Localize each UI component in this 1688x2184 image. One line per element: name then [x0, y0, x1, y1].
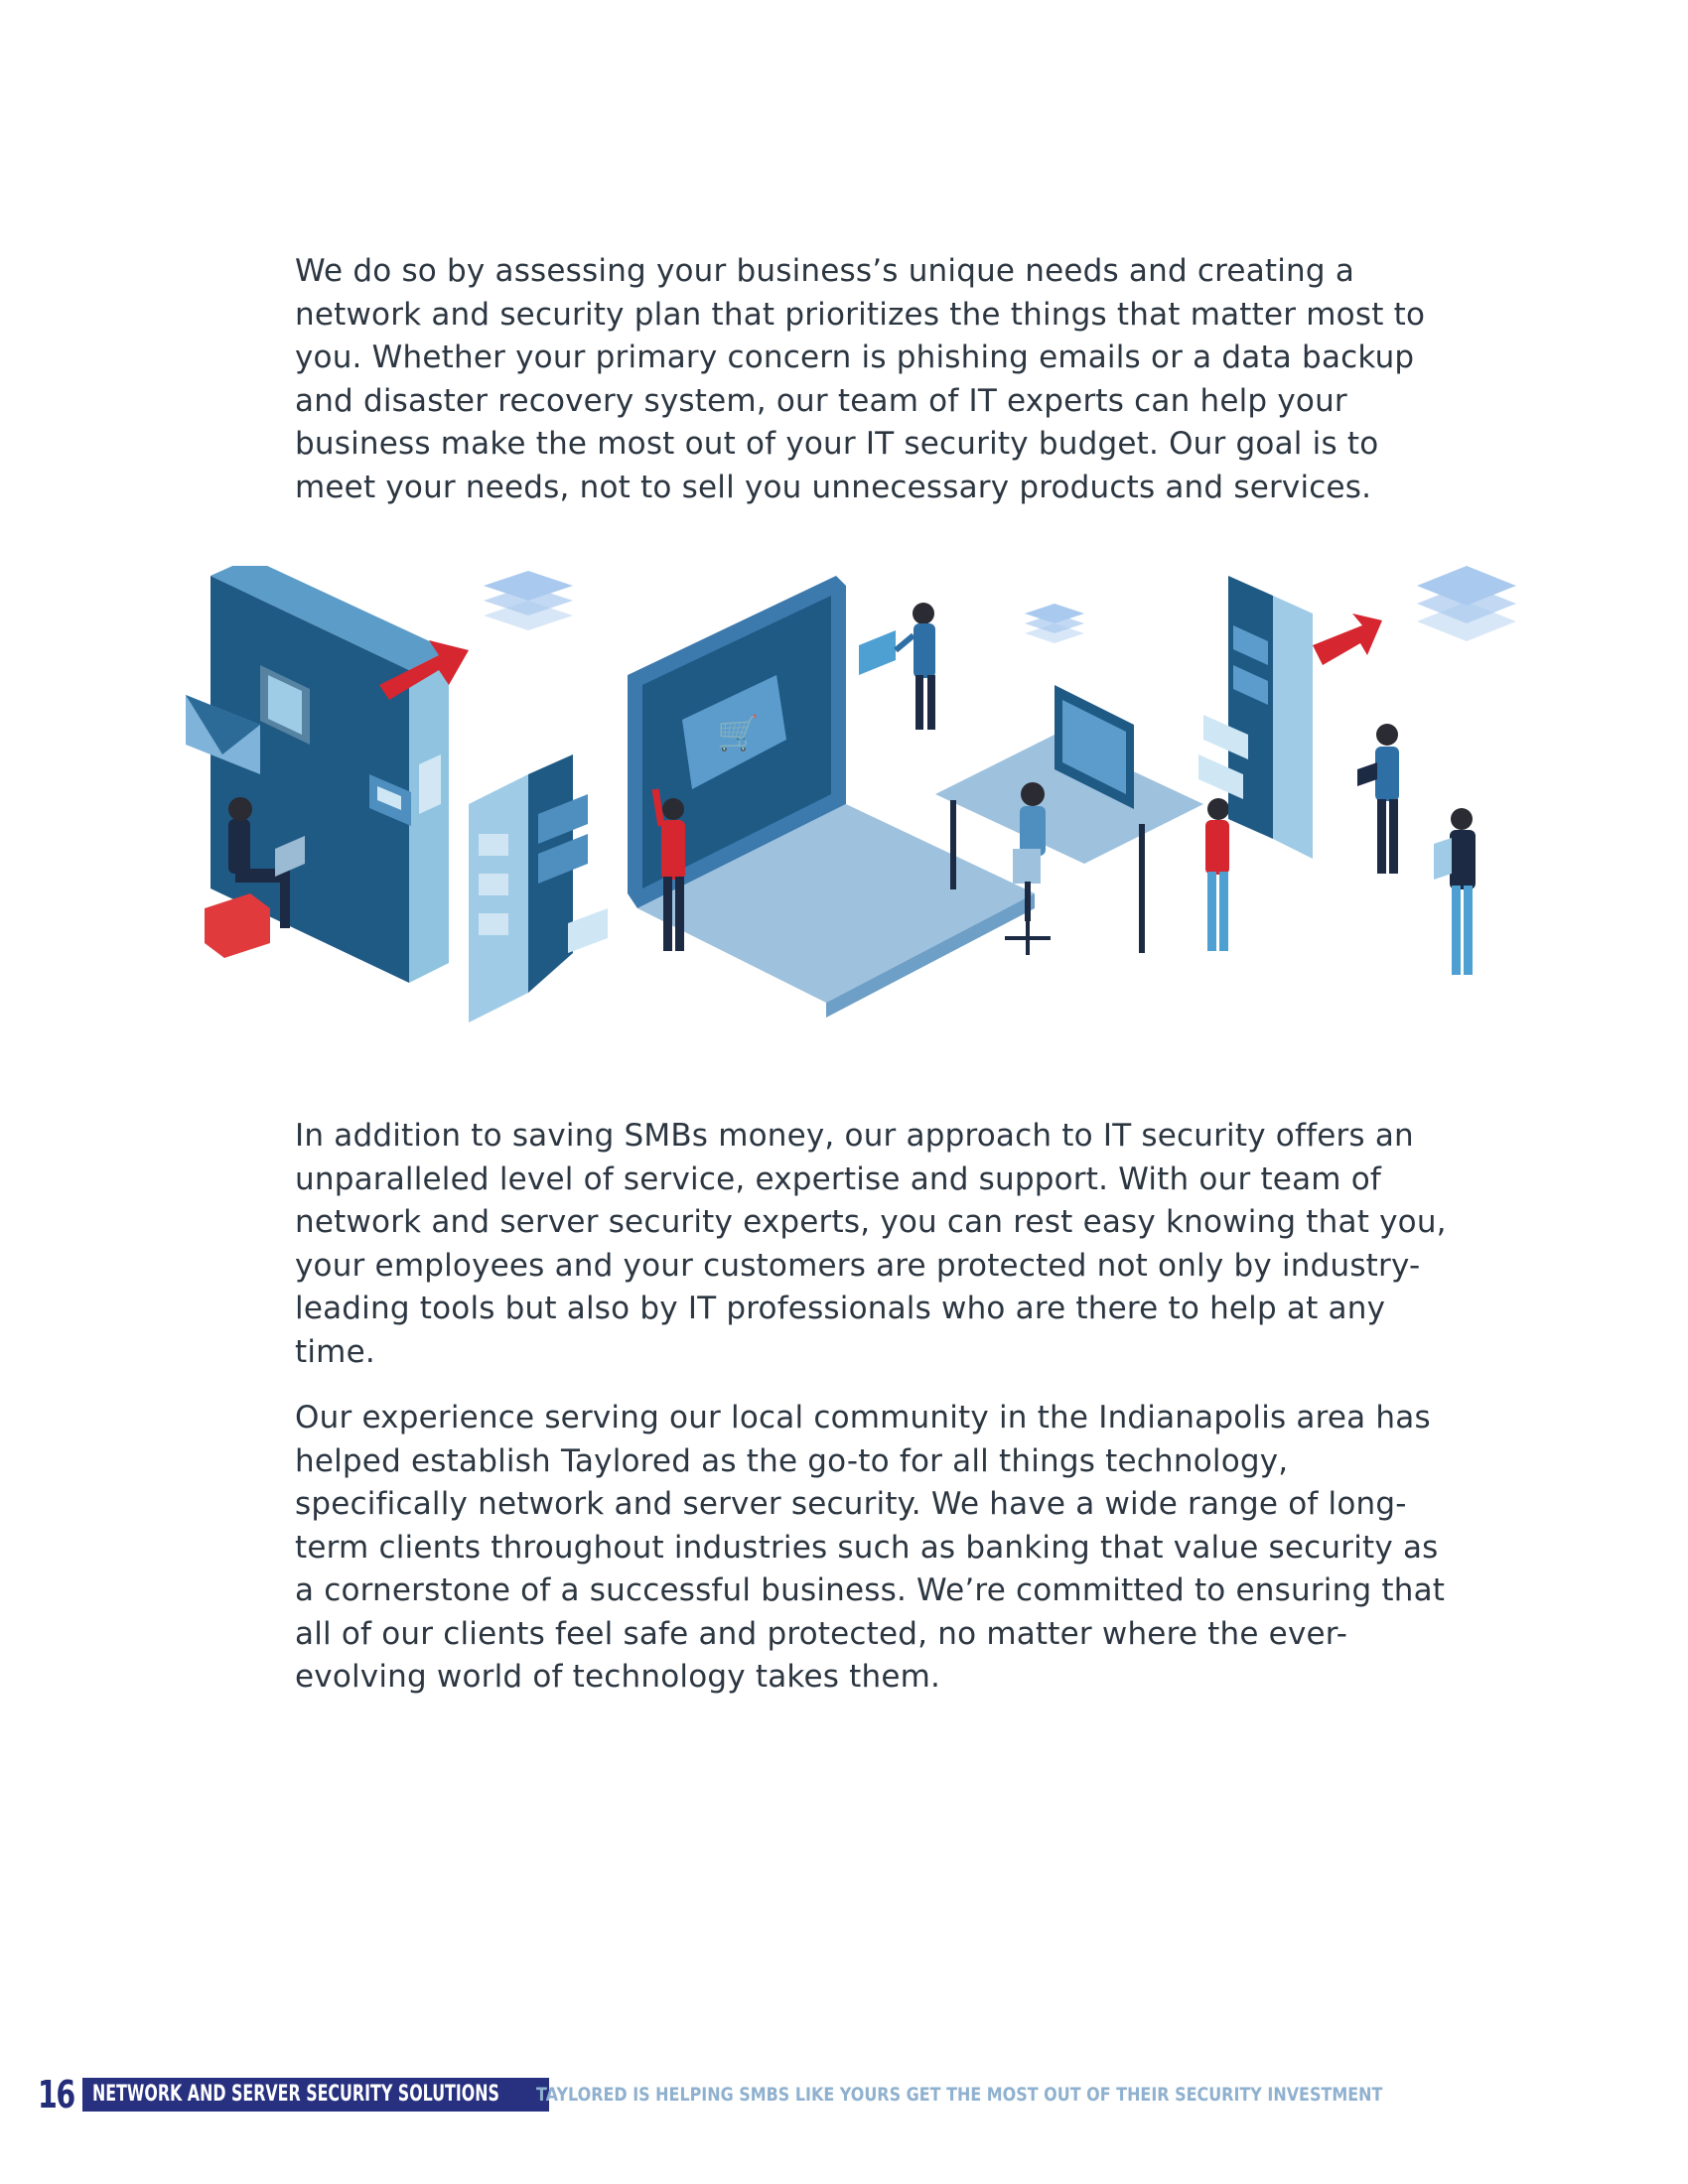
layers-icon-2 — [1025, 604, 1084, 643]
woman-red-shirt-at-desk — [1205, 798, 1229, 951]
isometric-it-team-illustration — [181, 566, 1546, 1023]
svg-text:🛒: 🛒 — [717, 714, 760, 753]
person-with-folder — [1434, 808, 1476, 975]
page-number: 16 — [38, 2073, 74, 2116]
page-footer — [38, 2073, 1507, 2116]
layers-icon-3 — [1417, 566, 1516, 641]
experience-paragraph: Our experience serving our local community in the Indianapolis area has helped establish Taylored as the go-to for all things technology, specifically network and server security. We have a wide range of long-term clients throughout industries such as banking that value security as a cornerstone of a successful business. We’re committed to ensuring that all of our clients feel safe and protected, no matter where the ever-evolving world of technology takes them. — [295, 1400, 1446, 1695]
section-label-text: NETWORK AND SERVER SECURITY SOLUTIONS — [92, 2082, 499, 2107]
intro-paragraph: We do so by assessing your business’s unique needs and creating a network and security plan that prioritizes the things that matter most to you. Whether your primary concern is phishing emails or a data backup and disaster recovery system, our team of IT experts can help your business make the most out of your IT security budget. Our goal is to meet your needs, not to sell you unnecessary products and services. — [295, 253, 1426, 505]
service-paragraph: In addition to saving SMBs money, our approach to IT security offers an unparalleled level of service, expertise and support. With our team of network and server security experts, you can rest easy knowing that you, your employees and your customers are protected not only by industry-leading tools but also by IT professionals who are there to help at any time. — [295, 1118, 1447, 1370]
person-standing-at-screen — [896, 603, 935, 730]
arrow-icon-right — [1313, 614, 1382, 665]
footer-tagline-text: TAYLORED IS HELPING SMBS LIKE YOURS GET THE MOST OUT OF THEIR SECURITY INVESTMENT — [536, 2084, 1383, 2106]
section-label — [82, 2078, 549, 2112]
person-with-tablet — [1357, 724, 1399, 874]
floating-card — [859, 630, 896, 675]
user-list-panel — [469, 754, 608, 1023]
layers-icon-1 — [484, 571, 573, 630]
footer-tagline — [536, 2082, 1529, 2108]
